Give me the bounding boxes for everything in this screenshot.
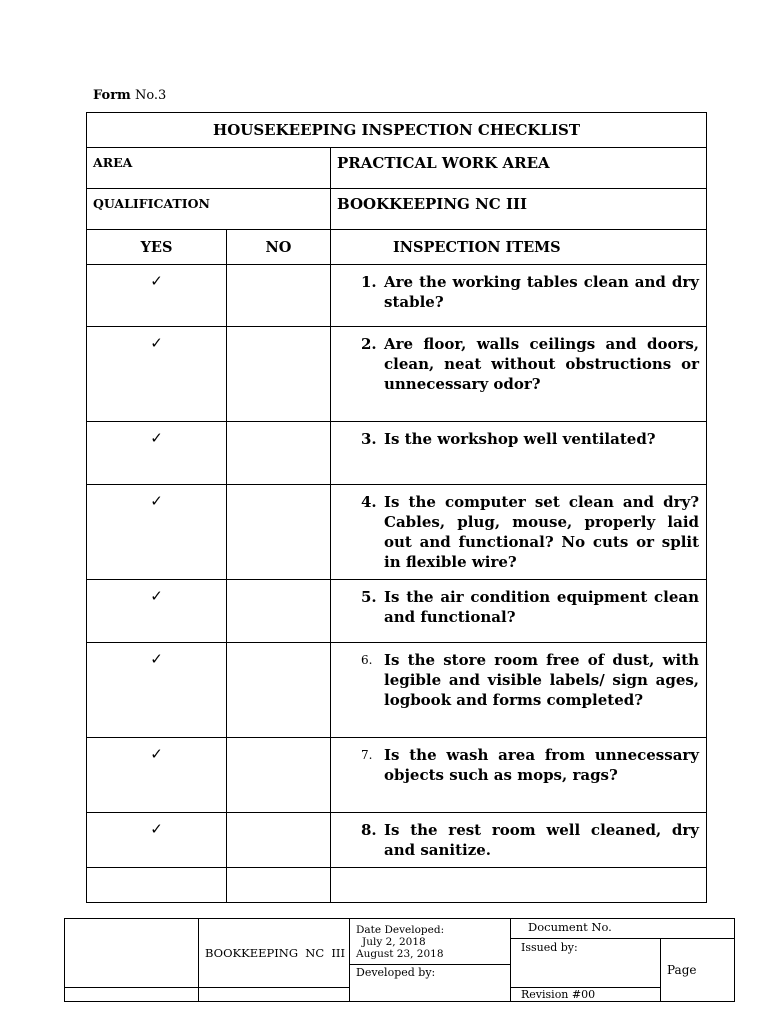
inspection-item [331,580,707,643]
no-cell [227,813,331,868]
inspection-checklist-table [86,112,707,903]
date-developed-label: Date Developed: [356,924,445,936]
no-cell [227,738,331,813]
item-text: Is the store room free of dust, with legible and visible labels/ sign ages, logbook and forms completed? [384,651,700,709]
empty-row [87,868,707,903]
revision-cell [511,988,661,1002]
item-number: 5. [361,588,377,606]
table-row [87,738,707,813]
no-cell [227,485,331,580]
table-row [87,580,707,643]
page-label: Page [667,963,697,977]
qualification-value: BOOKKEEPING NC III [331,189,707,230]
yes-checkmark-icon: ✓ [87,327,227,422]
yes-checkmark-icon: ✓ [87,643,227,738]
form-label: Form [93,88,131,103]
inspection-item [331,485,707,580]
area-row [87,148,707,189]
title-row [87,113,707,148]
empty-cell [331,868,707,903]
footer-qualification: BOOKKEEPING NC III [205,946,345,960]
empty-cell [87,868,227,903]
no-cell [227,265,331,327]
date-developed-cell [350,919,511,965]
footer-empty-cell [65,988,199,1002]
item-text: Is the rest room well cleaned, dry and sanitize. [384,821,700,859]
no-cell [227,327,331,422]
table-row [87,327,707,422]
yes-checkmark-icon: ✓ [87,485,227,580]
item-number: 8. [361,821,377,839]
item-number: 1. [361,273,377,291]
qualification-row [87,189,707,230]
table-row [87,485,707,580]
no-header: NO [227,230,331,265]
yes-header: YES [87,230,227,265]
form-number-label [93,88,166,103]
form-number: No.3 [134,88,167,103]
developed-by-cell [350,965,511,1002]
footer-logo-cell [65,919,199,988]
yes-checkmark-icon: ✓ [87,580,227,643]
inspection-items-header: INSPECTION ITEMS [331,230,707,265]
inspection-item [331,265,707,327]
inspection-item [331,813,707,868]
page-cell [661,939,735,1002]
inspection-item [331,738,707,813]
revision-label: Revision #00 [521,988,596,1001]
table-row [87,643,707,738]
document-footer-table [64,918,735,1002]
item-number: 2. [361,335,377,353]
item-text: Are floor, walls ceilings and doors, clean, neat without obstructions or unnecessary odor? [384,335,700,393]
table-row [87,813,707,868]
yes-checkmark-icon: ✓ [87,422,227,485]
item-text: Is the air condition equipment clean and functional? [384,588,700,626]
item-number: 4. [361,493,377,511]
table-row [87,265,707,327]
area-value: PRACTICAL WORK AREA [331,148,707,189]
footer-qualification-cell [199,919,350,988]
table-row [87,422,707,485]
header-row [87,230,707,265]
date-developed-2: August 23, 2018 [356,948,444,960]
item-number: 7. [361,748,373,762]
inspection-item [331,643,707,738]
item-text: Is the computer set clean and dry? Cables, plug, mouse, properly laid out and functional? No cuts or split in flexible wire? [384,493,700,571]
item-number: 3. [361,430,377,448]
footer-empty-cell [199,988,350,1002]
empty-cell [227,868,331,903]
document-no-label: Document No. [528,920,612,934]
no-cell [227,643,331,738]
item-number: 6. [361,653,373,667]
qualification-label: QUALIFICATION [87,189,331,230]
date-developed-1: July 2, 2018 [362,936,426,948]
no-cell [227,580,331,643]
issued-by-cell [511,939,661,988]
yes-checkmark-icon: ✓ [87,813,227,868]
document-no-cell [511,919,735,939]
checklist-title: HOUSEKEEPING INSPECTION CHECKLIST [87,113,707,148]
item-text: Is the wash area from unnecessary objects such as mops, rags? [384,746,700,784]
yes-checkmark-icon: ✓ [87,738,227,813]
issued-by-label: Issued by: [521,941,578,954]
yes-checkmark-icon: ✓ [87,265,227,327]
item-text: Are the working tables clean and dry stable? [384,273,700,311]
item-text: Is the workshop well ventilated? [384,430,656,448]
inspection-item [331,422,707,485]
no-cell [227,422,331,485]
developed-by-label: Developed by: [356,966,436,979]
area-label: AREA [87,148,331,189]
inspection-item [331,327,707,422]
